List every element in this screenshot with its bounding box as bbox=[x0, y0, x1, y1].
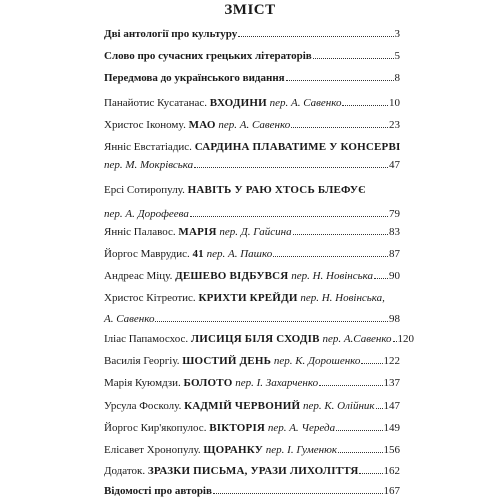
entry-title: ДЕШЕВО ВІДБУВСЯ bbox=[175, 270, 289, 282]
entry-translator-continued: А. Савенко bbox=[104, 313, 155, 325]
page-number: 83 bbox=[389, 226, 400, 238]
entry-title: 41 bbox=[192, 248, 204, 260]
dot-leader bbox=[238, 36, 393, 37]
dot-leader bbox=[273, 256, 388, 257]
entry-title: БОЛОТО bbox=[183, 377, 233, 389]
toc-entry bbox=[104, 270, 400, 283]
page-number: 5 bbox=[394, 50, 400, 62]
entry-title: КРИХТИ КРЕЙДИ bbox=[198, 292, 298, 304]
page-number: 149 bbox=[383, 422, 400, 434]
page-number: 90 bbox=[389, 270, 400, 282]
entry-translator: пер. Н. Новінська bbox=[291, 270, 374, 282]
page-number: 162 bbox=[383, 465, 400, 477]
page-number: 47 bbox=[389, 159, 400, 171]
dot-leader bbox=[393, 341, 397, 342]
entry-title: МАО bbox=[188, 119, 216, 131]
toc-entry bbox=[104, 248, 400, 261]
dot-leader bbox=[313, 58, 394, 59]
entry-translator: пер. А.Савенко bbox=[322, 333, 392, 345]
toc-entry bbox=[104, 119, 400, 132]
dot-leader bbox=[155, 321, 388, 322]
entry-author: Янніс Евстатіадис. bbox=[104, 141, 192, 153]
entry-translator: пер. К. Олійник bbox=[302, 400, 375, 412]
entry-author: Марія Куюмдзи. bbox=[104, 377, 181, 389]
dot-leader bbox=[336, 430, 382, 431]
entry-author: Василія Георгіу. bbox=[104, 355, 180, 367]
toc-entry bbox=[104, 400, 400, 413]
dot-leader bbox=[190, 216, 388, 217]
entry-title: ШОСТИЙ ДЕНЬ bbox=[182, 355, 272, 367]
entry-author: Йоргос Кир'якопулос. bbox=[104, 422, 207, 434]
page-number: 3 bbox=[394, 28, 400, 40]
page-number: 23 bbox=[389, 119, 400, 131]
toc-entry bbox=[104, 377, 400, 390]
toc-entry bbox=[104, 444, 400, 457]
toc-entry bbox=[104, 28, 400, 41]
entry-translator: пер. А. Дорофеева bbox=[104, 208, 189, 220]
entry-title: САРДИНА ПЛАВАТИМЕ У КОНСЕРВІ bbox=[194, 141, 401, 153]
toc-entry bbox=[104, 141, 400, 172]
page-number: 137 bbox=[383, 377, 400, 389]
page-number: 120 bbox=[397, 333, 415, 345]
entry-translator: пер. І. Гуменюк bbox=[265, 444, 337, 456]
entry-translator: пер. Д. Гайсина bbox=[219, 226, 292, 238]
page-title: ЗМІСТ bbox=[224, 2, 276, 18]
entry-author: Христос Кітреотис. bbox=[104, 292, 196, 304]
entry-title: Відомості про авторів bbox=[104, 485, 212, 497]
toc-entry bbox=[104, 333, 415, 346]
page-number: 147 bbox=[383, 400, 400, 412]
entry-title: ВХОДИНИ bbox=[209, 97, 267, 109]
toc-entry bbox=[104, 184, 400, 221]
dot-leader bbox=[359, 473, 382, 474]
entry-author: Ерсі Сотиропулу. bbox=[104, 184, 185, 196]
entry-title: ЩОРАНКУ bbox=[203, 444, 264, 456]
entry-title: МАРІЯ bbox=[178, 226, 217, 238]
dot-leader bbox=[293, 234, 388, 235]
dot-leader bbox=[291, 127, 388, 128]
dot-leader bbox=[194, 167, 388, 168]
entry-author: Христос Ікономy. bbox=[104, 119, 186, 131]
page-number: 122 bbox=[383, 355, 400, 367]
entry-translator: пер. А. Савенко bbox=[269, 97, 342, 109]
entry-title: КАДМІЙ ЧЕРВОНИЙ bbox=[184, 400, 301, 412]
page-number: 79 bbox=[389, 208, 400, 220]
dot-leader bbox=[319, 385, 382, 386]
toc-entry bbox=[104, 226, 400, 239]
entry-author: Урсула Фосколу. bbox=[104, 400, 182, 412]
entry-title: ЗРАЗКИ ПИСЬМА, УРАЗИ ЛИХОЛІТТЯ bbox=[147, 465, 359, 477]
dot-leader bbox=[374, 278, 388, 279]
toc-entry bbox=[104, 72, 400, 85]
entry-author: Іліас Папамосхос. bbox=[104, 333, 189, 345]
entry-title: ЛИСИЦЯ БІЛЯ СХОДІВ bbox=[190, 333, 320, 345]
entry-translator: пер. Н. Новінська, bbox=[300, 292, 385, 304]
toc-entry bbox=[104, 97, 400, 110]
page-number: 167 bbox=[383, 485, 400, 497]
entry-title: Дві антології про культуру bbox=[104, 28, 238, 40]
dot-leader bbox=[213, 493, 383, 494]
entry-translator: пер. І. Захарченко bbox=[235, 377, 319, 389]
toc-entry bbox=[104, 422, 400, 435]
dot-leader bbox=[376, 408, 383, 409]
entry-author: Андреас Міцу. bbox=[104, 270, 173, 282]
toc-entry bbox=[104, 485, 400, 498]
entry-title: Передмова до українського видання bbox=[104, 72, 285, 84]
entry-translator: пер. А. Пашко bbox=[206, 248, 273, 260]
dot-leader bbox=[361, 363, 382, 364]
entry-author: Елісавет Хронопулу. bbox=[104, 444, 201, 456]
page-number: 10 bbox=[389, 97, 400, 109]
entry-translator: пер. М. Мокрівська bbox=[104, 159, 194, 171]
dot-leader bbox=[342, 105, 388, 106]
page-number: 8 bbox=[394, 72, 400, 84]
toc-entry bbox=[104, 50, 400, 63]
dot-leader bbox=[286, 80, 394, 81]
entry-author: Додаток. bbox=[104, 465, 146, 477]
entry-author: Янніс Палавос. bbox=[104, 226, 176, 238]
toc-entry bbox=[104, 465, 400, 478]
entry-author: Йоргос Маврудис. bbox=[104, 248, 190, 260]
page-number: 87 bbox=[389, 248, 400, 260]
toc-entry bbox=[104, 355, 400, 368]
entry-title: Слово про сучасних грецьких літераторів bbox=[104, 50, 312, 62]
toc-entry bbox=[104, 292, 400, 326]
entry-author: Панайотис Кусатанас. bbox=[104, 97, 208, 109]
page-number: 156 bbox=[383, 444, 400, 456]
entry-title: НАВІТЬ У РАЮ ХТОСЬ БЛЕФУЄ bbox=[187, 184, 366, 196]
entry-translator: пер. А. Савенко bbox=[218, 119, 291, 131]
entry-translator: пер. А. Череда bbox=[267, 422, 336, 434]
dot-leader bbox=[338, 452, 383, 453]
page-number: 98 bbox=[389, 313, 400, 325]
entry-translator: пер. К. Дорошенко bbox=[273, 355, 361, 367]
entry-title: ВІКТОРІЯ bbox=[209, 422, 266, 434]
